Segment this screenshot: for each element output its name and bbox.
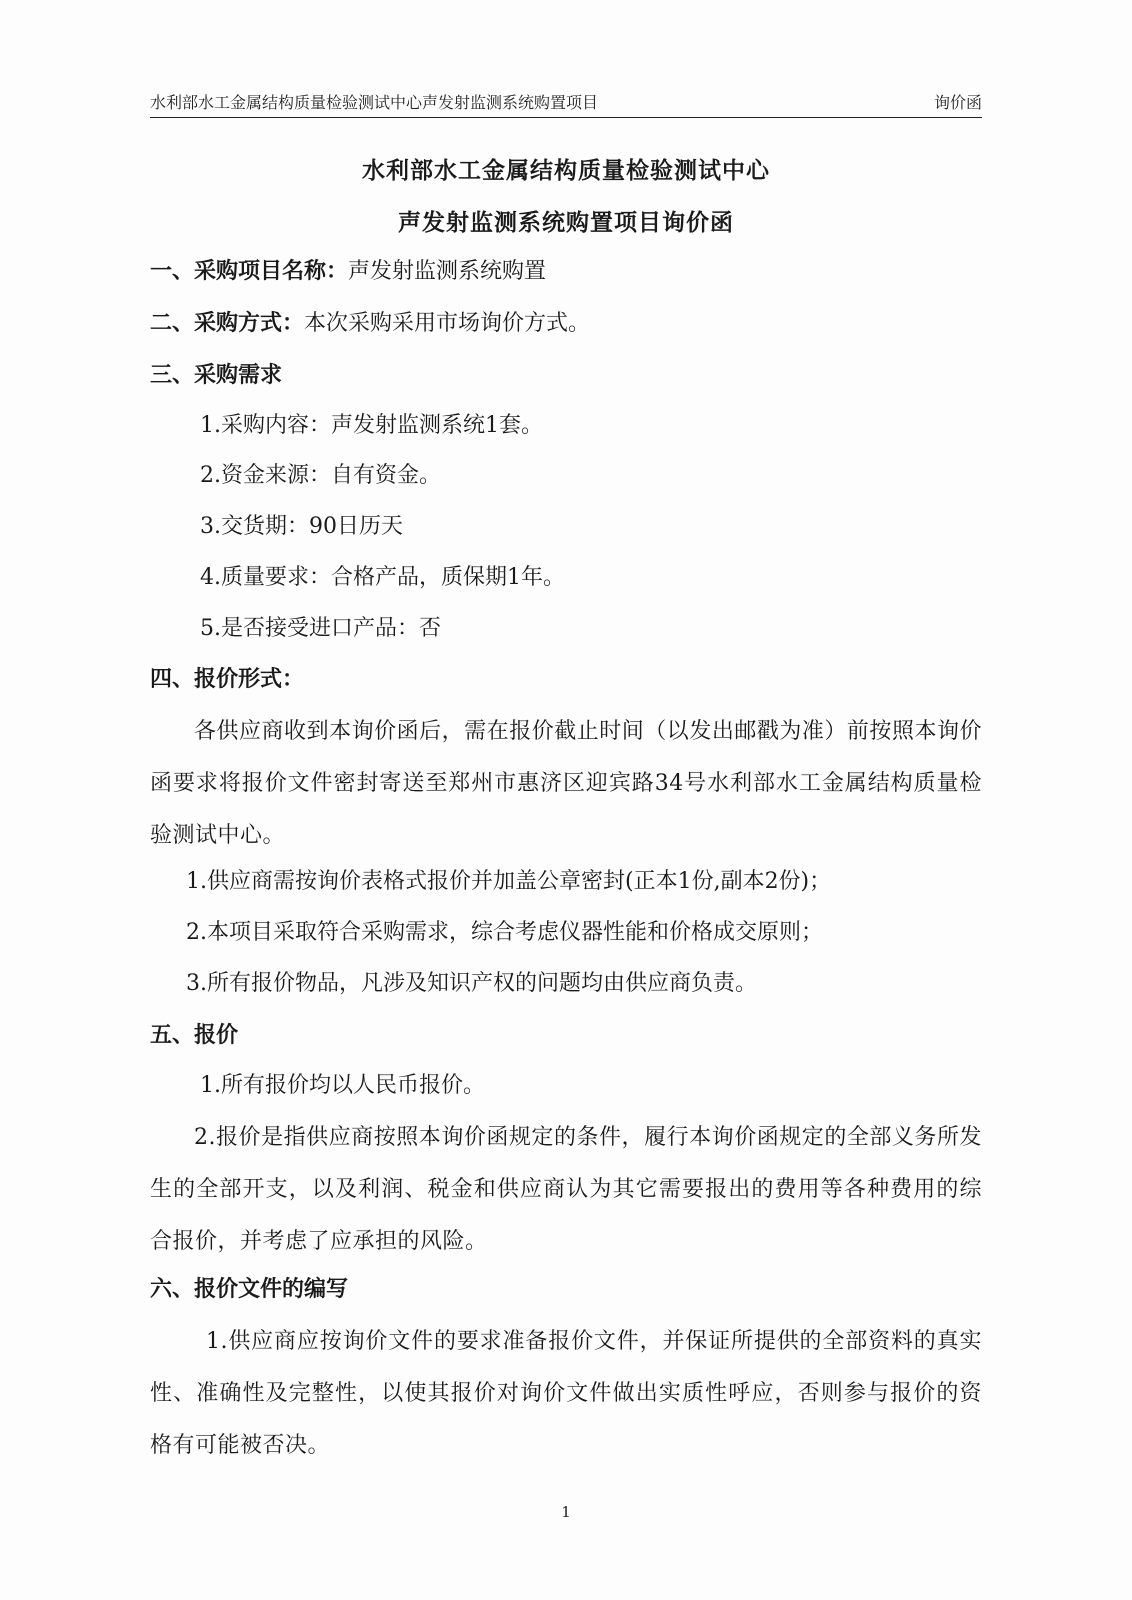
section-1 (150, 256, 546, 288)
section-4-item-3: 3.所有报价物品，凡涉及知识产权的问题均由供应商负责。 (186, 971, 757, 996)
section-3-heading: 三、采购需求 (150, 363, 283, 388)
section-4-intro: 各供应商收到本询价函后，需在报价截止时间（以发出邮戳为准）前按照本询价函要求将报价文件密封寄送至郑州市惠济区迎宾路34号水利部水工金属结构质量检验测试中心。 (150, 719, 982, 848)
section-3-item-1: 1.采购内容：声发射监测系统1套。 (200, 413, 543, 438)
section-4-item-2: 2.本项目采取符合采购需求，综合考虑仪器性能和价格成交原则； (186, 920, 823, 945)
section-6-item-1: 1.供应商应按询价文件的要求准备报价文件，并保证所提供的全部资料的真实性、准确性及完整性，以使其报价对询价文件做出实质性呼应，否则参与报价的资格有可能被否决。 (150, 1329, 982, 1458)
document-title-line1: 水利部水工金属结构质量检验测试中心 (362, 158, 770, 184)
page-header (150, 88, 982, 118)
header-project-title: 水利部水工金属结构质量检验测试中心声发射监测系统购置项目 (150, 93, 599, 112)
header-divider (150, 117, 982, 118)
section-3-item-5: 5.是否接受进口产品：否 (200, 616, 441, 641)
section-3-item-3: 3.交货期：90日历天 (200, 514, 403, 539)
section-5-item-1: 1.所有报价均以人民币报价。 (200, 1073, 485, 1098)
page-number: 1 (561, 1503, 571, 1521)
section-3-item-4: 4.质量要求：合格产品，质保期1年。 (200, 565, 565, 590)
section-3-item-2: 2.资金来源：自有资金。 (200, 463, 441, 488)
section-6-heading: 六、报价文件的编写 (150, 1277, 349, 1302)
section-5-item-2: 2.报价是指供应商按照本询价函规定的条件，履行本询价函规定的全部义务所发生的全部开支，以及利润、税金和供应商认为其它需要报出的费用等各种费用的综合报价，并考虑了应承担的风险。 (150, 1125, 982, 1254)
section-1-value: 声发射监测系统购置 (348, 259, 547, 284)
section-4-heading: 四、报价形式： (150, 667, 305, 692)
section-2-value: 本次采购采用市场询价方式。 (304, 311, 591, 336)
section-5-heading: 五、报价 (150, 1023, 239, 1048)
section-4-item-1: 1.供应商需按询价表格式报价并加盖公章密封(正本1份,副本2份)； (186, 869, 832, 894)
document-title-line2: 声发射监测系统购置项目询价函 (398, 210, 734, 236)
section-1-heading: 一、采购项目名称： (150, 259, 349, 284)
header-doc-type: 询价函 (933, 93, 982, 112)
section-2 (150, 308, 590, 340)
section-2-heading: 二、采购方式： (150, 311, 305, 336)
